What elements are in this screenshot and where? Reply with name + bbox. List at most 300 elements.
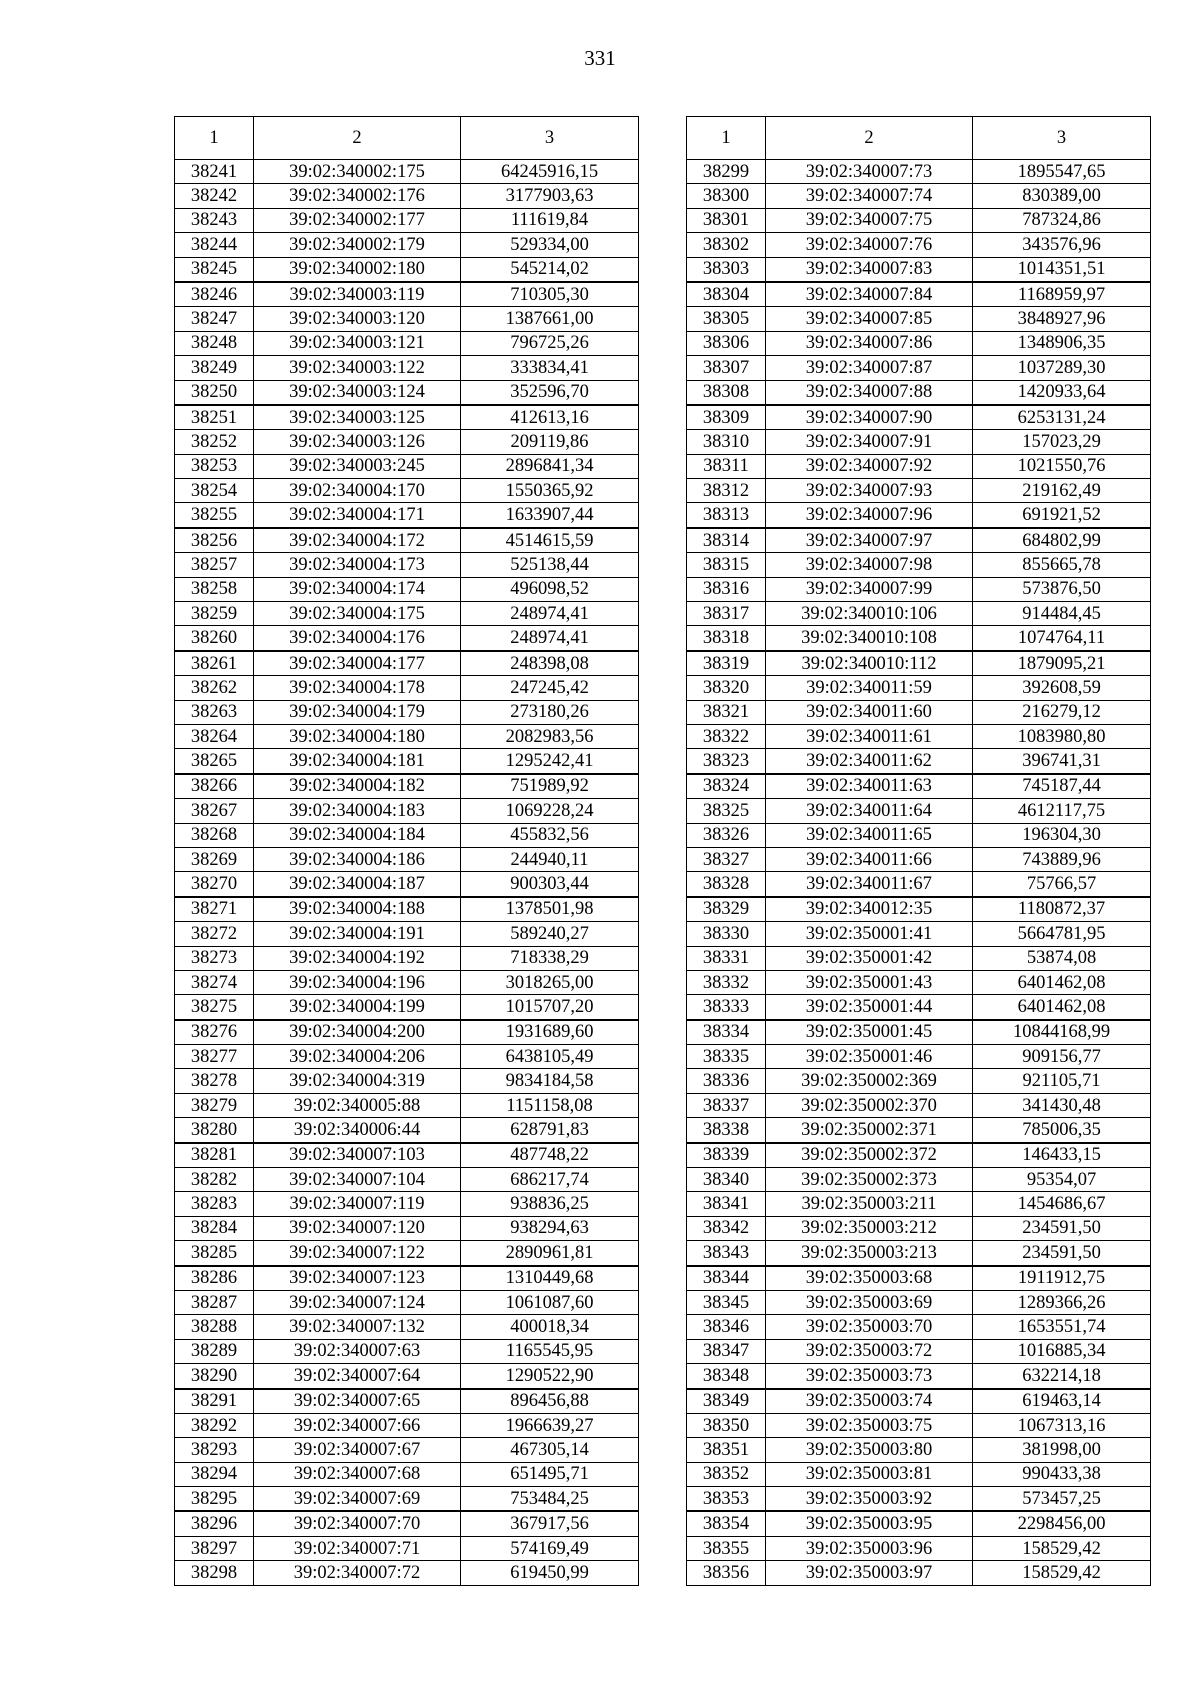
row-number: 38263 bbox=[175, 700, 254, 724]
row-number: 38350 bbox=[687, 1413, 766, 1437]
table-row bbox=[687, 700, 1151, 724]
value: 5664781,95 bbox=[973, 922, 1151, 946]
row-number: 38298 bbox=[175, 1561, 254, 1585]
table-row bbox=[687, 1045, 1151, 1069]
row-number: 38326 bbox=[687, 823, 766, 847]
table-row bbox=[175, 1290, 639, 1314]
cadastral-number: 39:02:340007:90 bbox=[766, 405, 973, 430]
row-number: 38290 bbox=[175, 1364, 254, 1389]
left-table-body bbox=[175, 160, 639, 1586]
value: 244940,11 bbox=[461, 847, 639, 871]
row-number: 38338 bbox=[687, 1118, 766, 1143]
row-number: 38329 bbox=[687, 897, 766, 922]
left-table bbox=[174, 116, 639, 1586]
row-number: 38312 bbox=[687, 479, 766, 503]
value: 651495,71 bbox=[461, 1462, 639, 1486]
value: 914484,45 bbox=[973, 602, 1151, 626]
cadastral-number: 39:02:340007:124 bbox=[254, 1290, 461, 1314]
table-row bbox=[175, 503, 639, 528]
table-row bbox=[687, 479, 1151, 503]
row-number: 38317 bbox=[687, 602, 766, 626]
cadastral-number: 39:02:340007:74 bbox=[766, 184, 973, 208]
row-number: 38309 bbox=[687, 405, 766, 430]
value: 686217,74 bbox=[461, 1168, 639, 1192]
cadastral-number: 39:02:340007:119 bbox=[254, 1192, 461, 1216]
row-number: 38347 bbox=[687, 1339, 766, 1363]
cadastral-number: 39:02:340004:184 bbox=[254, 823, 461, 847]
table-row bbox=[687, 1192, 1151, 1216]
value: 1310449,68 bbox=[461, 1266, 639, 1291]
cadastral-number: 39:02:340007:123 bbox=[254, 1266, 461, 1291]
value: 589240,27 bbox=[461, 922, 639, 946]
value: 909156,77 bbox=[973, 1045, 1151, 1069]
row-number: 38353 bbox=[687, 1487, 766, 1512]
table-row bbox=[175, 1093, 639, 1117]
value: 64245916,15 bbox=[461, 160, 639, 184]
row-number: 38261 bbox=[175, 651, 254, 676]
table-row bbox=[175, 282, 639, 307]
value: 400018,34 bbox=[461, 1315, 639, 1339]
column-header: 3 bbox=[461, 117, 639, 160]
value: 367917,56 bbox=[461, 1511, 639, 1536]
table-row bbox=[687, 676, 1151, 700]
row-number: 38348 bbox=[687, 1364, 766, 1389]
cadastral-number: 39:02:340007:86 bbox=[766, 331, 973, 355]
row-number: 38251 bbox=[175, 405, 254, 430]
row-number: 38344 bbox=[687, 1266, 766, 1291]
row-number: 38336 bbox=[687, 1069, 766, 1093]
table-row bbox=[687, 1216, 1151, 1240]
table-row bbox=[175, 1438, 639, 1462]
table-row bbox=[175, 1511, 639, 1536]
table-row bbox=[687, 1364, 1151, 1389]
row-number: 38356 bbox=[687, 1561, 766, 1585]
table-row bbox=[175, 405, 639, 430]
row-number: 38330 bbox=[687, 922, 766, 946]
row-number: 38324 bbox=[687, 774, 766, 799]
table-row bbox=[687, 1118, 1151, 1143]
cadastral-number: 39:02:340004:177 bbox=[254, 651, 461, 676]
row-number: 38321 bbox=[687, 700, 766, 724]
value: 1895547,65 bbox=[973, 160, 1151, 184]
cadastral-number: 39:02:340004:188 bbox=[254, 897, 461, 922]
value: 146433,15 bbox=[973, 1143, 1151, 1168]
table-row bbox=[687, 897, 1151, 922]
table-row bbox=[175, 331, 639, 355]
cadastral-number: 39:02:340007:73 bbox=[766, 160, 973, 184]
value: 619463,14 bbox=[973, 1389, 1151, 1414]
cadastral-number: 39:02:340003:121 bbox=[254, 331, 461, 355]
cadastral-number: 39:02:340004:180 bbox=[254, 724, 461, 748]
cadastral-number: 39:02:340003:120 bbox=[254, 307, 461, 331]
cadastral-number: 39:02:350003:97 bbox=[766, 1561, 973, 1585]
table-row bbox=[175, 1462, 639, 1486]
row-number: 38328 bbox=[687, 872, 766, 897]
table-row bbox=[687, 774, 1151, 799]
cadastral-number: 39:02:340011:67 bbox=[766, 872, 973, 897]
row-number: 38284 bbox=[175, 1216, 254, 1240]
header-row bbox=[687, 117, 1151, 160]
table-row bbox=[175, 1536, 639, 1560]
cadastral-number: 39:02:340004:196 bbox=[254, 970, 461, 994]
value: 1420933,64 bbox=[973, 380, 1151, 405]
cadastral-number: 39:02:350003:80 bbox=[766, 1438, 973, 1462]
cadastral-number: 39:02:350002:371 bbox=[766, 1118, 973, 1143]
value: 196304,30 bbox=[973, 823, 1151, 847]
row-number: 38320 bbox=[687, 676, 766, 700]
row-number: 38325 bbox=[687, 799, 766, 823]
value: 1550365,92 bbox=[461, 479, 639, 503]
value: 1151158,08 bbox=[461, 1093, 639, 1117]
cadastral-number: 39:02:340011:66 bbox=[766, 847, 973, 871]
value: 938836,25 bbox=[461, 1192, 639, 1216]
value: 496098,52 bbox=[461, 577, 639, 601]
value: 4514615,59 bbox=[461, 528, 639, 553]
row-number: 38254 bbox=[175, 479, 254, 503]
row-number: 38294 bbox=[175, 1462, 254, 1486]
column-header: 3 bbox=[973, 117, 1151, 160]
cadastral-number: 39:02:340010:112 bbox=[766, 651, 973, 676]
table-row bbox=[175, 897, 639, 922]
value: 753484,25 bbox=[461, 1487, 639, 1512]
value: 1290522,90 bbox=[461, 1364, 639, 1389]
value: 111619,84 bbox=[461, 208, 639, 232]
value: 1021550,76 bbox=[973, 454, 1151, 478]
cadastral-number: 39:02:350003:74 bbox=[766, 1389, 973, 1414]
table-row bbox=[687, 1339, 1151, 1363]
table-row bbox=[175, 626, 639, 651]
table-row bbox=[175, 1168, 639, 1192]
table-row bbox=[687, 1241, 1151, 1266]
row-number: 38269 bbox=[175, 847, 254, 871]
cadastral-number: 39:02:340007:122 bbox=[254, 1241, 461, 1266]
row-number: 38340 bbox=[687, 1168, 766, 1192]
cadastral-number: 39:02:340004:171 bbox=[254, 503, 461, 528]
table-row bbox=[687, 1561, 1151, 1585]
table-row bbox=[175, 1561, 639, 1585]
value: 855665,78 bbox=[973, 553, 1151, 577]
table-row bbox=[175, 602, 639, 626]
row-number: 38313 bbox=[687, 503, 766, 528]
header-row bbox=[175, 117, 639, 160]
cadastral-number: 39:02:340004:179 bbox=[254, 700, 461, 724]
row-number: 38264 bbox=[175, 724, 254, 748]
table-row bbox=[175, 160, 639, 184]
cadastral-number: 39:02:340003:124 bbox=[254, 380, 461, 405]
row-number: 38280 bbox=[175, 1118, 254, 1143]
row-number: 38318 bbox=[687, 626, 766, 651]
table-row bbox=[175, 700, 639, 724]
table-row bbox=[687, 331, 1151, 355]
value: 273180,26 bbox=[461, 700, 639, 724]
value: 234591,50 bbox=[973, 1241, 1151, 1266]
value: 751989,92 bbox=[461, 774, 639, 799]
table-row bbox=[687, 1290, 1151, 1314]
value: 216279,12 bbox=[973, 700, 1151, 724]
row-number: 38316 bbox=[687, 577, 766, 601]
value: 573876,50 bbox=[973, 577, 1151, 601]
cadastral-number: 39:02:340004:173 bbox=[254, 553, 461, 577]
value: 341430,48 bbox=[973, 1093, 1151, 1117]
row-number: 38337 bbox=[687, 1093, 766, 1117]
table-row bbox=[687, 799, 1151, 823]
table-row bbox=[687, 602, 1151, 626]
table-row bbox=[175, 553, 639, 577]
row-number: 38281 bbox=[175, 1143, 254, 1168]
cadastral-number: 39:02:340004:174 bbox=[254, 577, 461, 601]
table-row bbox=[687, 1438, 1151, 1462]
table-row bbox=[687, 1020, 1151, 1045]
table-row bbox=[175, 1389, 639, 1414]
cadastral-number: 39:02:340011:62 bbox=[766, 749, 973, 774]
table-row bbox=[687, 1413, 1151, 1437]
cadastral-number: 39:02:340007:96 bbox=[766, 503, 973, 528]
cadastral-number: 39:02:340005:88 bbox=[254, 1093, 461, 1117]
row-number: 38332 bbox=[687, 970, 766, 994]
row-number: 38323 bbox=[687, 749, 766, 774]
value: 1180872,37 bbox=[973, 897, 1151, 922]
table-row bbox=[175, 233, 639, 257]
table-row bbox=[687, 1487, 1151, 1512]
cadastral-number: 39:02:350003:70 bbox=[766, 1315, 973, 1339]
row-number: 38250 bbox=[175, 380, 254, 405]
value: 1295242,41 bbox=[461, 749, 639, 774]
cadastral-number: 39:02:340002:176 bbox=[254, 184, 461, 208]
value: 487748,22 bbox=[461, 1143, 639, 1168]
table-row bbox=[687, 405, 1151, 430]
cadastral-number: 39:02:340010:108 bbox=[766, 626, 973, 651]
cadastral-number: 39:02:340006:44 bbox=[254, 1118, 461, 1143]
value: 53874,08 bbox=[973, 946, 1151, 970]
table-row bbox=[687, 160, 1151, 184]
cadastral-number: 39:02:340002:179 bbox=[254, 233, 461, 257]
cadastral-number: 39:02:340002:175 bbox=[254, 160, 461, 184]
cadastral-number: 39:02:340004:170 bbox=[254, 479, 461, 503]
value: 455832,56 bbox=[461, 823, 639, 847]
row-number: 38296 bbox=[175, 1511, 254, 1536]
value: 2298456,00 bbox=[973, 1511, 1151, 1536]
table-row bbox=[687, 430, 1151, 454]
table-row bbox=[175, 922, 639, 946]
table-row bbox=[687, 307, 1151, 331]
row-number: 38259 bbox=[175, 602, 254, 626]
row-number: 38308 bbox=[687, 380, 766, 405]
table-row bbox=[175, 380, 639, 405]
value: 1015707,20 bbox=[461, 995, 639, 1020]
value: 1083980,80 bbox=[973, 724, 1151, 748]
value: 529334,00 bbox=[461, 233, 639, 257]
table-row bbox=[687, 282, 1151, 307]
row-number: 38310 bbox=[687, 430, 766, 454]
value: 785006,35 bbox=[973, 1118, 1151, 1143]
value: 234591,50 bbox=[973, 1216, 1151, 1240]
table-row bbox=[175, 1315, 639, 1339]
cadastral-number: 39:02:340011:63 bbox=[766, 774, 973, 799]
row-number: 38258 bbox=[175, 577, 254, 601]
table-row bbox=[175, 528, 639, 553]
table-row bbox=[175, 1143, 639, 1168]
row-number: 38307 bbox=[687, 356, 766, 380]
cadastral-number: 39:02:350001:42 bbox=[766, 946, 973, 970]
cadastral-number: 39:02:350003:73 bbox=[766, 1364, 973, 1389]
value: 95354,07 bbox=[973, 1168, 1151, 1192]
cadastral-number: 39:02:340003:125 bbox=[254, 405, 461, 430]
value: 4612117,75 bbox=[973, 799, 1151, 823]
value: 6253131,24 bbox=[973, 405, 1151, 430]
cadastral-number: 39:02:340004:206 bbox=[254, 1045, 461, 1069]
row-number: 38274 bbox=[175, 970, 254, 994]
table-row bbox=[687, 1266, 1151, 1291]
value: 896456,88 bbox=[461, 1389, 639, 1414]
column-header: 1 bbox=[687, 117, 766, 160]
row-number: 38343 bbox=[687, 1241, 766, 1266]
cadastral-number: 39:02:340011:59 bbox=[766, 676, 973, 700]
row-number: 38282 bbox=[175, 1168, 254, 1192]
table-row bbox=[687, 922, 1151, 946]
cadastral-number: 39:02:340003:119 bbox=[254, 282, 461, 307]
row-number: 38331 bbox=[687, 946, 766, 970]
value: 628791,83 bbox=[461, 1118, 639, 1143]
row-number: 38306 bbox=[687, 331, 766, 355]
cadastral-number: 39:02:350002:369 bbox=[766, 1069, 973, 1093]
table-row bbox=[687, 503, 1151, 528]
row-number: 38349 bbox=[687, 1389, 766, 1414]
value: 1016885,34 bbox=[973, 1339, 1151, 1363]
row-number: 38341 bbox=[687, 1192, 766, 1216]
table-row bbox=[175, 946, 639, 970]
table-row bbox=[687, 577, 1151, 601]
cadastral-number: 39:02:340007:92 bbox=[766, 454, 973, 478]
cadastral-number: 39:02:340007:87 bbox=[766, 356, 973, 380]
value: 10844168,99 bbox=[973, 1020, 1151, 1045]
value: 412613,16 bbox=[461, 405, 639, 430]
cadastral-number: 39:02:340004:178 bbox=[254, 676, 461, 700]
value: 343576,96 bbox=[973, 233, 1151, 257]
value: 921105,71 bbox=[973, 1069, 1151, 1093]
cadastral-number: 39:02:350003:92 bbox=[766, 1487, 973, 1512]
column-header: 2 bbox=[766, 117, 973, 160]
table-row bbox=[687, 1143, 1151, 1168]
table-row bbox=[175, 1364, 639, 1389]
row-number: 38248 bbox=[175, 331, 254, 355]
value: 1879095,21 bbox=[973, 651, 1151, 676]
value: 718338,29 bbox=[461, 946, 639, 970]
value: 1454686,67 bbox=[973, 1192, 1151, 1216]
value: 1653551,74 bbox=[973, 1315, 1151, 1339]
row-number: 38256 bbox=[175, 528, 254, 553]
cadastral-number: 39:02:340007:69 bbox=[254, 1487, 461, 1512]
value: 1966639,27 bbox=[461, 1413, 639, 1437]
row-number: 38245 bbox=[175, 257, 254, 282]
cadastral-number: 39:02:350001:43 bbox=[766, 970, 973, 994]
table-row bbox=[687, 1462, 1151, 1486]
row-number: 38293 bbox=[175, 1438, 254, 1462]
table-row bbox=[687, 1315, 1151, 1339]
row-number: 38311 bbox=[687, 454, 766, 478]
row-number: 38283 bbox=[175, 1192, 254, 1216]
row-number: 38333 bbox=[687, 995, 766, 1020]
table-row bbox=[175, 823, 639, 847]
row-number: 38289 bbox=[175, 1339, 254, 1363]
cadastral-number: 39:02:340007:65 bbox=[254, 1389, 461, 1414]
row-number: 38303 bbox=[687, 257, 766, 282]
cadastral-number: 39:02:350003:69 bbox=[766, 1290, 973, 1314]
row-number: 38287 bbox=[175, 1290, 254, 1314]
row-number: 38257 bbox=[175, 553, 254, 577]
row-number: 38277 bbox=[175, 1045, 254, 1069]
value: 632214,18 bbox=[973, 1364, 1151, 1389]
row-number: 38276 bbox=[175, 1020, 254, 1045]
table-row bbox=[687, 553, 1151, 577]
value: 1067313,16 bbox=[973, 1413, 1151, 1437]
cadastral-number: 39:02:340007:103 bbox=[254, 1143, 461, 1168]
value: 796725,26 bbox=[461, 331, 639, 355]
cadastral-number: 39:02:340004:319 bbox=[254, 1069, 461, 1093]
table-row bbox=[175, 774, 639, 799]
table-row bbox=[687, 946, 1151, 970]
row-number: 38292 bbox=[175, 1413, 254, 1437]
cadastral-number: 39:02:340007:85 bbox=[766, 307, 973, 331]
table-row bbox=[175, 1241, 639, 1266]
value: 3177903,63 bbox=[461, 184, 639, 208]
cadastral-number: 39:02:350002:370 bbox=[766, 1093, 973, 1117]
row-number: 38273 bbox=[175, 946, 254, 970]
table-row bbox=[175, 1487, 639, 1512]
row-number: 38246 bbox=[175, 282, 254, 307]
table-row bbox=[175, 1192, 639, 1216]
column-header: 2 bbox=[254, 117, 461, 160]
row-number: 38243 bbox=[175, 208, 254, 232]
cadastral-number: 39:02:340007:84 bbox=[766, 282, 973, 307]
cadastral-number: 39:02:340007:97 bbox=[766, 528, 973, 553]
cadastral-number: 39:02:340002:177 bbox=[254, 208, 461, 232]
row-number: 38334 bbox=[687, 1020, 766, 1045]
cadastral-number: 39:02:340007:93 bbox=[766, 479, 973, 503]
value: 248974,41 bbox=[461, 602, 639, 626]
row-number: 38285 bbox=[175, 1241, 254, 1266]
value: 525138,44 bbox=[461, 553, 639, 577]
cadastral-number: 39:02:350001:41 bbox=[766, 922, 973, 946]
cadastral-number: 39:02:340007:72 bbox=[254, 1561, 461, 1585]
cadastral-number: 39:02:340004:182 bbox=[254, 774, 461, 799]
table-row bbox=[687, 184, 1151, 208]
table-row bbox=[175, 479, 639, 503]
table-row bbox=[175, 847, 639, 871]
value: 745187,44 bbox=[973, 774, 1151, 799]
row-number: 38278 bbox=[175, 1069, 254, 1093]
value: 574169,49 bbox=[461, 1536, 639, 1560]
table-row bbox=[687, 1389, 1151, 1414]
cadastral-number: 39:02:340004:186 bbox=[254, 847, 461, 871]
cadastral-number: 39:02:350003:95 bbox=[766, 1511, 973, 1536]
row-number: 38288 bbox=[175, 1315, 254, 1339]
cadastral-number: 39:02:340004:181 bbox=[254, 749, 461, 774]
cadastral-number: 39:02:350003:68 bbox=[766, 1266, 973, 1291]
cadastral-number: 39:02:340007:76 bbox=[766, 233, 973, 257]
table-row bbox=[687, 528, 1151, 553]
value: 1931689,60 bbox=[461, 1020, 639, 1045]
row-number: 38242 bbox=[175, 184, 254, 208]
cadastral-number: 39:02:340007:91 bbox=[766, 430, 973, 454]
cadastral-number: 39:02:350002:372 bbox=[766, 1143, 973, 1168]
value: 684802,99 bbox=[973, 528, 1151, 553]
value: 3018265,00 bbox=[461, 970, 639, 994]
row-number: 38262 bbox=[175, 676, 254, 700]
value: 396741,31 bbox=[973, 749, 1151, 774]
value: 619450,99 bbox=[461, 1561, 639, 1585]
row-number: 38271 bbox=[175, 897, 254, 922]
value: 75766,57 bbox=[973, 872, 1151, 897]
